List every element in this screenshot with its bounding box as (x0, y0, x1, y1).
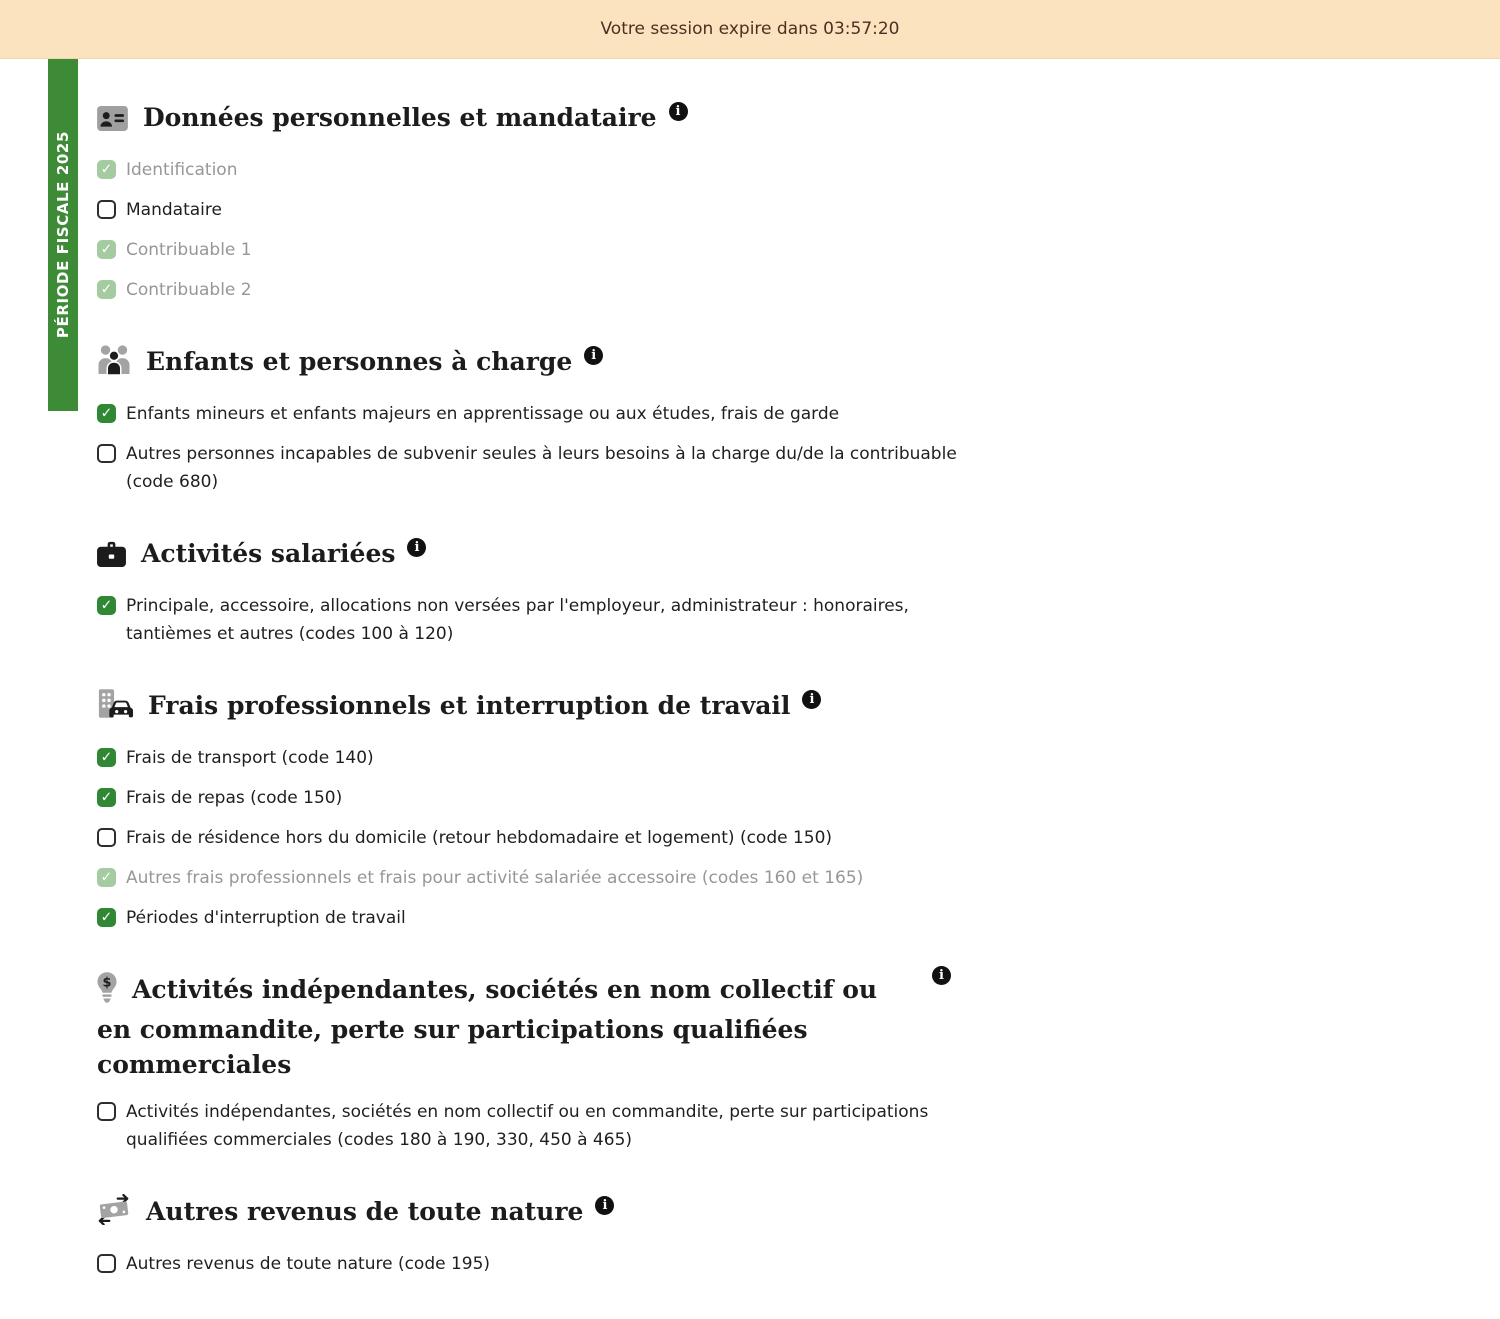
info-icon[interactable]: i (932, 966, 951, 985)
info-icon[interactable]: i (802, 690, 821, 709)
checkbox-label: Frais de transport (code 140) (126, 748, 374, 768)
checkbox[interactable] (97, 1102, 116, 1121)
checkbox[interactable] (97, 404, 116, 423)
section-items (97, 156, 1500, 304)
checkbox-item (97, 236, 1500, 264)
section-title: Enfants et personnes à charge i (97, 344, 997, 384)
checkbox-label: Autres frais professionnels et frais pour activité salariée accessoire (codes 160 et 165) (126, 868, 864, 888)
checkbox[interactable] (97, 788, 116, 807)
svg-text:$: $ (102, 975, 112, 991)
checkbox-label: Frais de résidence hors du domicile (retour hebdomadaire et logement) (code 150) (126, 828, 833, 848)
checkbox-item[interactable] (97, 1250, 1500, 1278)
checkbox[interactable] (97, 444, 116, 463)
checkbox-label: Périodes d'interruption de travail (126, 908, 406, 928)
checkbox-item[interactable] (97, 1098, 1500, 1154)
section-donnees-personnelles (97, 100, 1500, 304)
checkbox[interactable] (97, 200, 116, 219)
section-title: Données personnelles et mandataire i (97, 100, 997, 140)
family-icon (97, 344, 131, 384)
section-items (97, 1098, 1500, 1154)
money-transfer-icon (97, 1194, 131, 1234)
checkbox-label: Autres revenus de toute nature (code 195) (126, 1254, 491, 1274)
checkbox[interactable] (97, 1254, 116, 1273)
checkbox[interactable] (97, 748, 116, 767)
checkbox[interactable] (97, 828, 116, 847)
session-banner (0, 0, 1500, 59)
address-card-icon (97, 105, 128, 140)
checkbox-item[interactable] (97, 904, 1500, 932)
checkbox-item[interactable] (97, 744, 1500, 772)
info-icon[interactable]: i (584, 346, 603, 365)
checkbox-label: Identification (126, 160, 238, 180)
checkbox-item (97, 276, 1500, 304)
section-activites-salariees (97, 536, 1500, 648)
checkbox (97, 240, 116, 259)
checkbox (97, 280, 116, 299)
fiscal-period-tab[interactable] (48, 59, 78, 411)
info-icon[interactable]: i (407, 538, 426, 557)
checkbox-item[interactable] (97, 440, 1500, 496)
section-items (97, 1250, 1500, 1278)
checkbox-label: Autres personnes incapables de subvenir seules à leurs besoins à la charge du/de la contribuable (code 680) (126, 444, 957, 492)
checkbox-item (97, 156, 1500, 184)
section-title: Frais professionnels et interruption de travail i (97, 688, 997, 728)
checkbox-label: Frais de repas (code 150) (126, 788, 343, 808)
checkbox-item[interactable] (97, 196, 1500, 224)
lightbulb-dollar-icon (97, 972, 117, 1012)
section-activites-independantes (97, 968, 1500, 1154)
checkbox-label: Principale, accessoire, allocations non versées par l'employeur, administrateur : honoraires, tantièmes et autres (codes 100 à 120) (126, 596, 909, 644)
checkbox-label: Enfants mineurs et enfants majeurs en apprentissage ou aux études, frais de garde (126, 404, 840, 424)
checkbox-item[interactable] (97, 824, 1500, 852)
checkbox-label: Contribuable 1 (126, 240, 252, 260)
building-car-icon (97, 688, 133, 728)
section-frais-professionnels (97, 688, 1500, 932)
section-items (97, 592, 1500, 648)
info-icon[interactable]: i (669, 102, 688, 121)
checkbox (97, 160, 116, 179)
info-icon[interactable]: i (595, 1196, 614, 1215)
fiscal-period-label: PÉRIODE FISCALE 2025 (54, 131, 72, 339)
briefcase-icon (97, 540, 126, 576)
checkbox (97, 868, 116, 887)
section-items (97, 744, 1500, 932)
section-title: Autres revenus de toute nature i (97, 1194, 997, 1234)
checkbox-label: Activités indépendantes, sociétés en nom collectif ou en commandite, perte sur participations qualifiées commerciales (codes 180 à 190, 330, 450 à 465) (126, 1102, 929, 1150)
checkbox-item[interactable] (97, 784, 1500, 812)
checkbox[interactable] (97, 908, 116, 927)
section-enfants-personnes-a-charge (97, 344, 1500, 496)
sections-container (0, 59, 1500, 1278)
checkbox-item[interactable] (97, 592, 1500, 648)
section-title: Activités salariées i (97, 536, 997, 576)
checkbox-label: Contribuable 2 (126, 280, 252, 300)
checkbox-item (97, 864, 1500, 892)
section-title: $ Activités indépendantes, sociétés en nom collectif ou en commandite, perte sur participations qualifiées commerciales i (97, 972, 907, 1082)
section-items (97, 400, 1500, 496)
section-autres-revenus (97, 1194, 1500, 1278)
checkbox-label: Mandataire (126, 200, 222, 220)
checkbox[interactable] (97, 596, 116, 615)
checkbox-item[interactable] (97, 400, 1500, 428)
session-expiry-text: Votre session expire dans 03:57:20 (600, 19, 900, 39)
